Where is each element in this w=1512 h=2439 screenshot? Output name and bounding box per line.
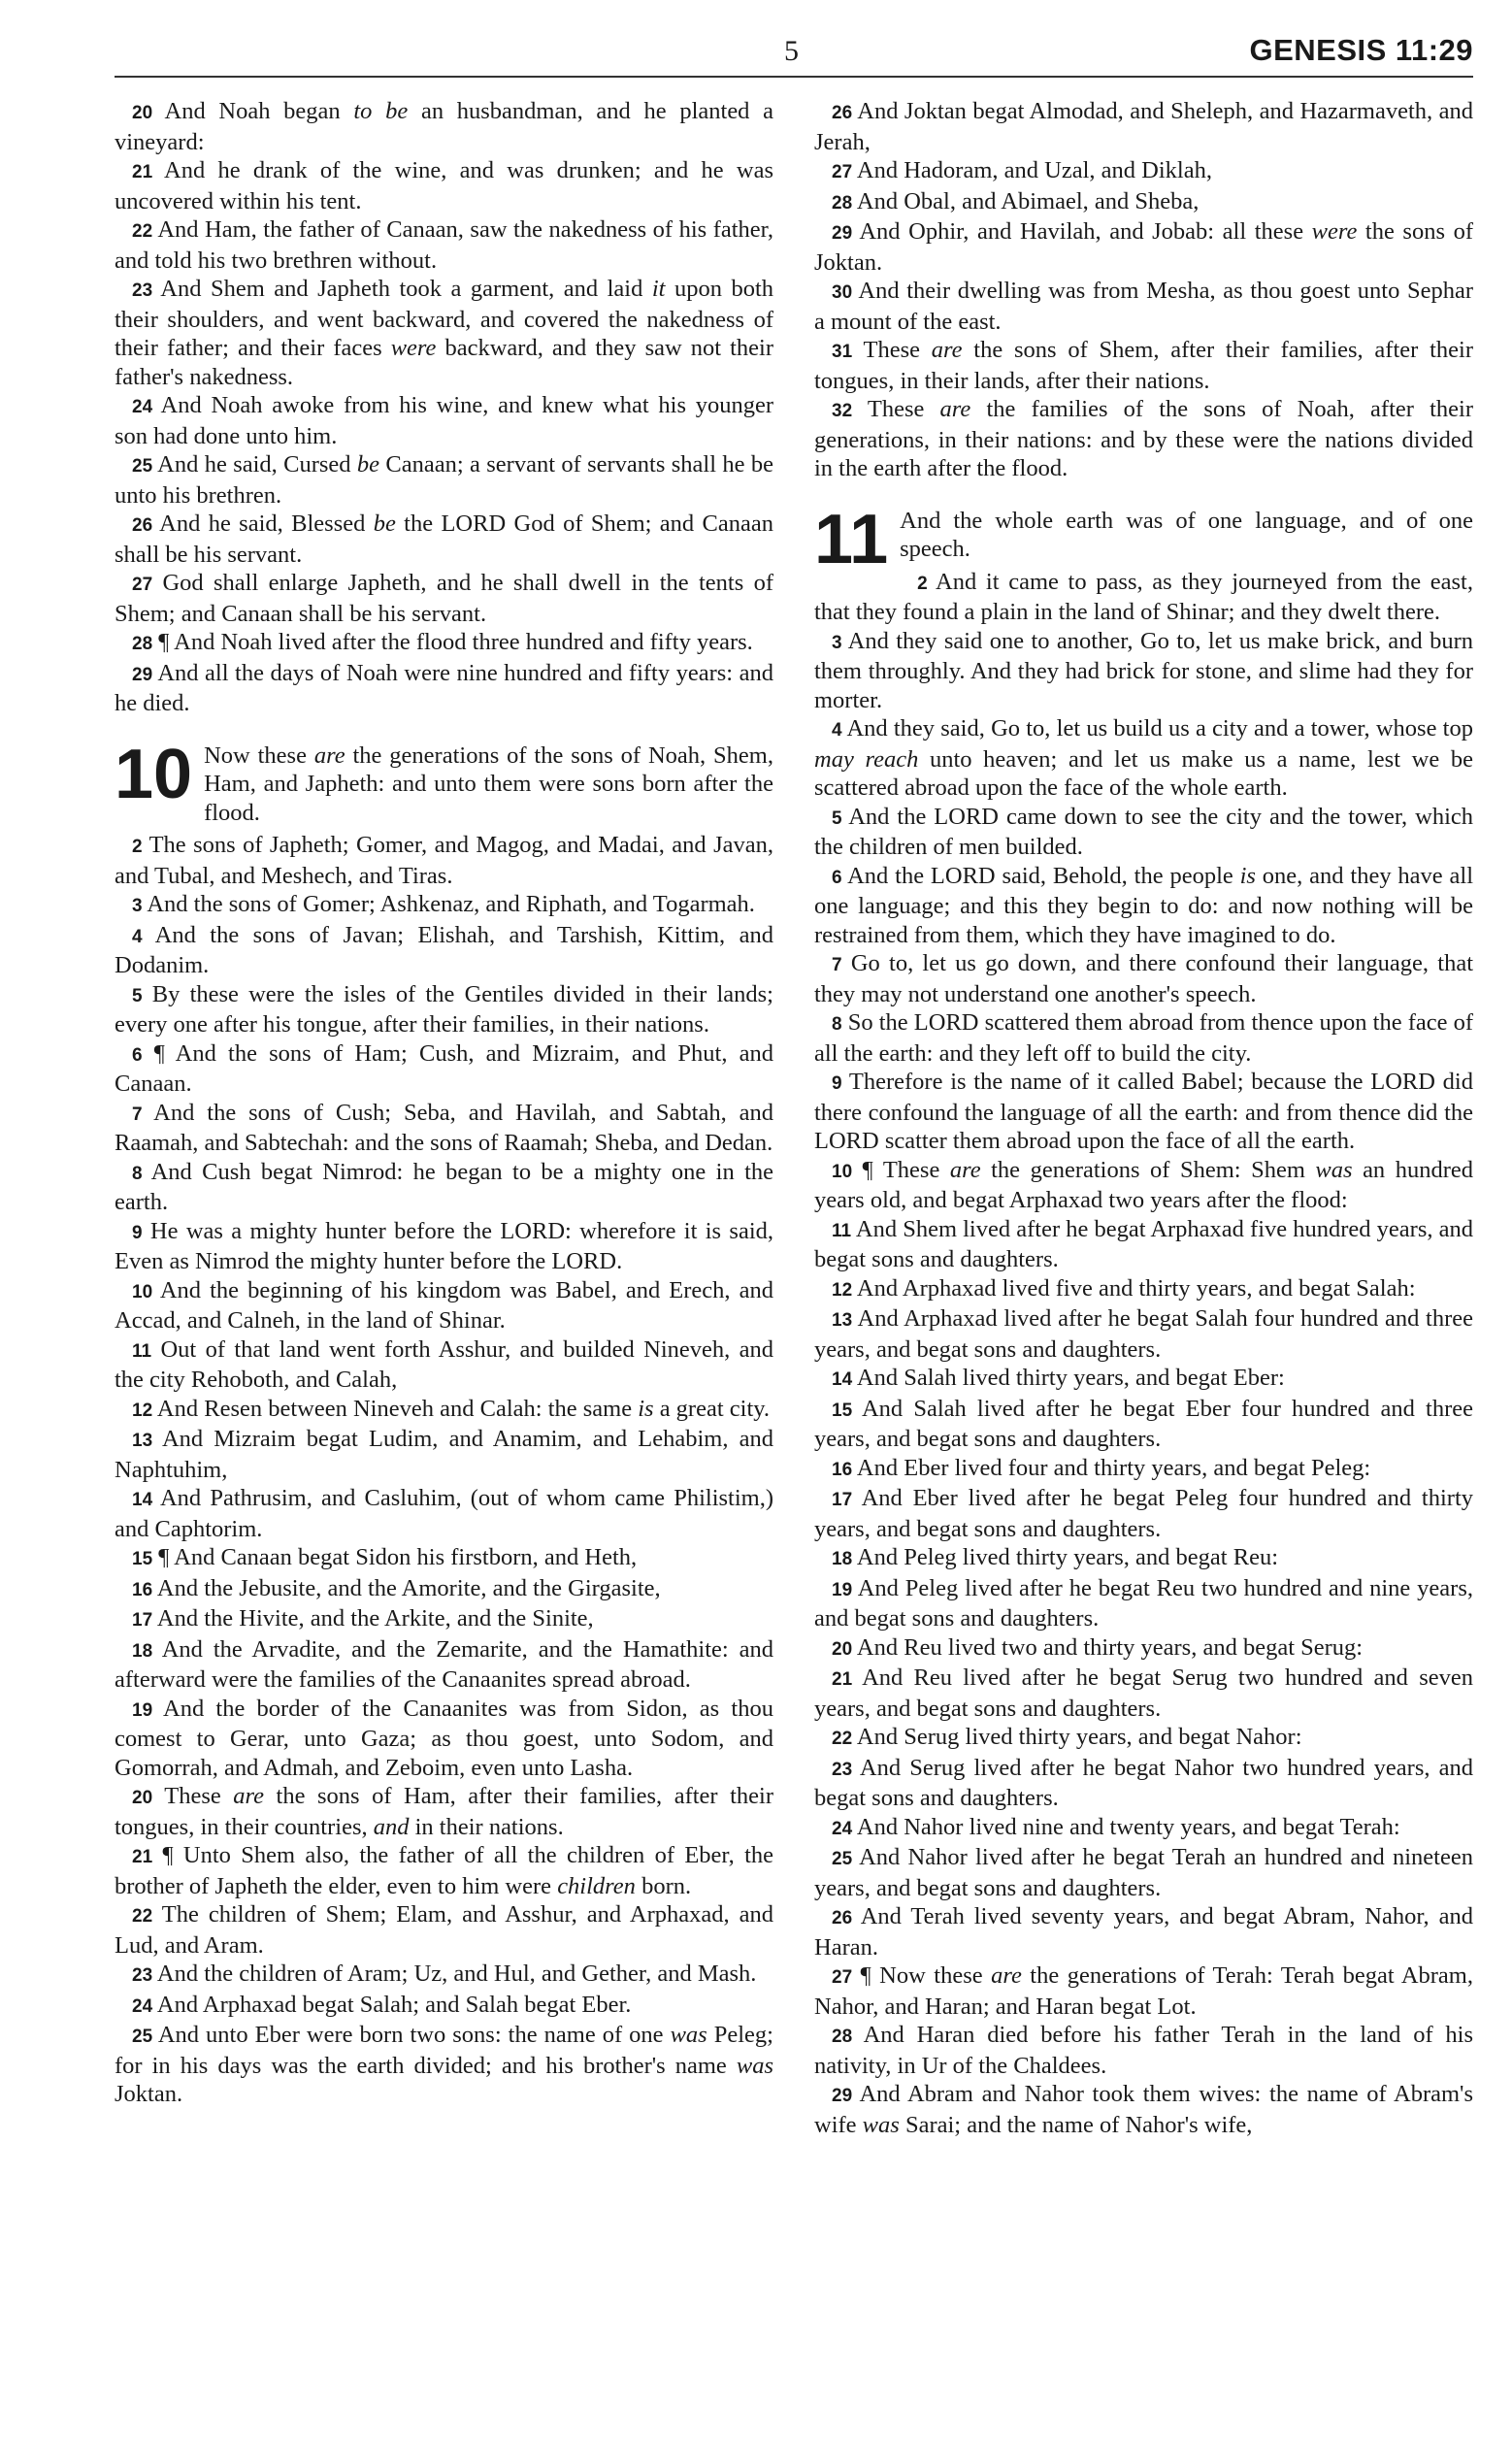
verse-text: And it came to pass, as they journeyed from the east, that they found a plain in the land of Shinar; and they dwelt there. — [814, 568, 1473, 625]
verse-text: the generations of Terah: Terah begat Abram, Nahor, and Haran; and Haran begat Lot. — [814, 1962, 1473, 2020]
verse — [115, 1574, 773, 1605]
verse — [814, 1902, 1473, 1961]
verse — [814, 1664, 1473, 1723]
verse — [115, 1960, 773, 1991]
header-rule — [115, 76, 1473, 78]
verse-text: And Pathrusim, and Casluhim, (out of whom came Philistim,) and Caphtorim. — [115, 1485, 773, 1542]
verse-text: By these were the isles of the Gentiles divided in their lands; every one after his tongue, after their families, in their nations. — [115, 980, 773, 1038]
verse — [814, 803, 1473, 862]
verse-number: 11 — [132, 1340, 152, 1362]
italic-supplied-word: are — [949, 1156, 981, 1183]
verse — [115, 1695, 773, 1783]
verse — [814, 1754, 1473, 1813]
verse-number: 25 — [832, 1849, 853, 1869]
verse-text: And Arphaxad lived after he begat Salah four hundred and three years, and begat sons and daughters. — [814, 1305, 1473, 1363]
italic-supplied-word: may reach — [814, 745, 919, 773]
verse — [115, 921, 773, 980]
verse-text: the generations of Shem: Shem — [980, 1156, 1316, 1183]
italic-supplied-word: is — [1239, 862, 1256, 889]
verse-text: And Terah lived seventy years, and begat Abram, Nahor, and Haran. — [814, 1903, 1473, 1961]
verse-text: And the LORD said, Behold, the people — [847, 862, 1240, 889]
italic-supplied-word: are — [313, 742, 345, 769]
verse — [115, 156, 773, 215]
verse-number: 21 — [832, 1669, 853, 1690]
verse-number: 17 — [132, 1610, 153, 1631]
verse — [814, 187, 1473, 218]
verse-number: 7 — [132, 1104, 143, 1125]
verse-text: the LORD God of Shem; and Canaan shall be his servant. — [115, 511, 773, 568]
verse-number: 23 — [832, 1759, 853, 1780]
verse — [814, 1156, 1473, 1215]
verse — [115, 510, 773, 569]
verse-text: ¶ And the sons of Ham; Cush, and Mizraim, and Phut, and Canaan. — [115, 1039, 774, 1097]
verse-number: 25 — [132, 456, 153, 477]
verse-number: 18 — [832, 1549, 853, 1569]
verse-number: 26 — [132, 515, 153, 536]
verse-text: And Shem lived after he begat Arphaxad five hundred years, and begat sons and daughters. — [814, 1215, 1473, 1272]
verse-text: And their dwelling was from Mesha, as thou goest unto Sephar a mount of the east. — [814, 278, 1473, 335]
italic-supplied-word: was — [862, 2111, 900, 2138]
verse-number: 4 — [132, 926, 143, 947]
verse — [115, 391, 773, 450]
italic-supplied-word: were — [1311, 218, 1358, 245]
verse — [814, 2021, 1473, 2080]
verse — [115, 1484, 773, 1543]
chapter-number: 11 — [814, 500, 889, 578]
chapter-opening-verse — [814, 507, 1473, 564]
verse — [814, 1068, 1473, 1156]
verse-text: Out of that land went forth Asshur, and builded Nineveh, and the city Rehoboth, and Calah, — [115, 1335, 774, 1393]
verse — [814, 1215, 1473, 1274]
italic-supplied-word: is — [638, 1395, 654, 1422]
verse-number: 22 — [132, 1906, 153, 1927]
verse — [814, 568, 1473, 627]
italic-supplied-word: are — [931, 337, 963, 363]
verse-number: 32 — [832, 401, 853, 421]
italic-supplied-word: be — [356, 451, 380, 478]
verse-text: ¶ And Noah lived after the flood three hundred and fifty years. — [158, 629, 753, 655]
italic-supplied-word: are — [991, 1962, 1022, 1989]
verse-text: And Peleg lived thirty years, and begat Reu: — [856, 1544, 1279, 1570]
verse-text: God shall enlarge Japheth, and he shall dwell in the tents of Shem; and Canaan shall be his servant. — [115, 570, 773, 627]
verse-number: 12 — [832, 1279, 853, 1301]
italic-supplied-word: were — [390, 335, 437, 361]
verse-text: in their nations. — [409, 1813, 564, 1840]
verse-number: 2 — [132, 837, 143, 857]
verse-text: ¶ And Canaan begat Sidon his firstborn, and Heth, — [158, 1544, 638, 1570]
verse-number: 13 — [132, 1431, 153, 1451]
verse-number: 20 — [132, 1788, 153, 1808]
verse — [115, 1900, 773, 1960]
left-column — [115, 97, 773, 2139]
verse-text: one, and they have all one language; and this they begin to do: and now nothing will be restrained from them, which they have imagined to do. — [814, 862, 1474, 948]
verse-text: These — [867, 396, 940, 422]
verse-number: 14 — [832, 1369, 853, 1390]
verse-text: And the Hivite, and the Arkite, and the Sinite, — [156, 1605, 594, 1631]
verse-text: And Serug lived thirty years, and begat Nahor: — [856, 1724, 1302, 1750]
verse — [115, 1991, 773, 2022]
verse-text: And Serug lived after he begat Nahor two hundred years, and begat sons and daughters. — [814, 1754, 1473, 1811]
verse — [814, 949, 1473, 1008]
verse-text: ¶ These — [862, 1156, 950, 1183]
verse-text: the generations of the sons of Noah, Shem, Ham, and Japheth: and unto them were sons born after the flood. — [204, 742, 773, 826]
verse-text: a great city. — [653, 1395, 771, 1422]
verse — [115, 1039, 773, 1099]
verse-number: 13 — [832, 1310, 853, 1331]
verse-number: 3 — [832, 632, 842, 653]
verse-text: And the LORD came down to see the city and the tower, which the children of men builded. — [814, 803, 1474, 860]
verse-number: 28 — [832, 192, 853, 214]
verse — [115, 1604, 773, 1635]
verse-text: born. — [635, 1872, 692, 1899]
verse-text: And Joktan begat Almodad, and Sheleph, and Hazarmaveth, and Jerah, — [814, 98, 1473, 155]
verse-number: 21 — [132, 162, 153, 182]
verse-text: And Haran died before his father Terah in the land of his nativity, in Ur of the Chaldees. — [814, 2022, 1473, 2079]
verse-text: And Ophir, and Havilah, and Jobab: all these — [859, 218, 1312, 245]
verse-number: 24 — [132, 1995, 153, 2017]
verse-text: So the LORD scattered them abroad from thence upon the face of all the earth: and they left off to build the city. — [814, 1009, 1474, 1067]
verse — [814, 1813, 1473, 1844]
verse-text: These — [164, 1783, 234, 1809]
verse-number: 24 — [832, 1818, 853, 1839]
verse-number: 15 — [832, 1400, 853, 1421]
verse-number: 29 — [832, 2086, 853, 2106]
verse — [115, 1335, 773, 1395]
verse — [115, 215, 773, 275]
verse-number: 19 — [832, 1579, 853, 1600]
verse-number: 20 — [832, 1638, 853, 1660]
verse-number: 23 — [132, 1965, 153, 1986]
verse-text: ¶ Now these — [860, 1962, 992, 1989]
verse — [814, 2080, 1473, 2139]
verse-text: And they said, Go to, let us build us a city and a tower, whose top — [846, 715, 1473, 742]
verse — [115, 569, 773, 628]
verse-number: 27 — [132, 575, 153, 595]
verse-text: backward, and they saw not their father's nakedness. — [115, 335, 773, 390]
verse-text: the sons of Shem, after their families, after their tongues, in their lands, after their nations. — [814, 337, 1473, 394]
verse-text: He was a mighty hunter before the LORD: wherefore it is said, Even as Nimrod the mighty hunter before the LORD. — [115, 1217, 774, 1274]
verse-text: And Noah awoke from his wine, and knew what his younger son had done unto him. — [115, 392, 773, 449]
verse-text: And Ham, the father of Canaan, saw the nakedness of his father, and told his two brethren without. — [115, 216, 773, 274]
verse-number: 10 — [132, 1281, 153, 1302]
verse — [115, 2021, 773, 2109]
chapter-number: 10 — [115, 735, 193, 813]
italic-supplied-word: be — [373, 511, 396, 537]
verse — [814, 1274, 1473, 1305]
verse-number: 23 — [132, 280, 153, 301]
verse-text: And the beginning of his kingdom was Babel, and Erech, and Accad, and Calneh, in the land of Shinar. — [115, 1276, 773, 1334]
verse — [814, 1574, 1473, 1633]
verse-text: And all the days of Noah were nine hundred and fifty years: and he died. — [115, 659, 773, 716]
verse-number: 22 — [832, 1729, 853, 1749]
verse — [115, 831, 773, 890]
verse-text: And Arphaxad begat Salah; and Salah begat Eber. — [156, 1991, 632, 2018]
verse-text: And Cush begat Nimrod: he began to be a mighty one in the earth. — [115, 1158, 773, 1215]
verse-text: And Nahor lived nine and twenty years, and begat Terah: — [856, 1813, 1400, 1840]
verse-number: 5 — [132, 985, 143, 1006]
verse — [115, 1782, 773, 1841]
chapter-block — [814, 500, 1473, 578]
verse — [115, 1158, 773, 1217]
verse — [115, 97, 773, 156]
italic-supplied-word: and — [373, 1813, 410, 1840]
verse-number: 9 — [832, 1073, 842, 1094]
verse — [814, 627, 1473, 715]
verse-number: 7 — [832, 955, 842, 975]
verse-text: And Salah lived thirty years, and begat Eber: — [856, 1365, 1285, 1391]
verse-number: 14 — [132, 1490, 153, 1510]
verse — [814, 1395, 1473, 1454]
verse — [814, 1723, 1473, 1754]
verse-text: the families of the sons of Noah, after their generations, in their nations: and by these were the nations divided in the earth after the flood. — [814, 396, 1473, 481]
verse-number: 6 — [132, 1044, 143, 1066]
verse-number: 26 — [832, 103, 853, 123]
chapter-opening-verse — [115, 735, 773, 828]
verse-number: 27 — [832, 162, 853, 182]
verse-number: 4 — [832, 720, 842, 741]
verse — [814, 156, 1473, 187]
verse-text: And Abram and Nahor took them wives: the name of Abram's wife — [814, 2081, 1473, 2138]
verse-number: 10 — [832, 1161, 853, 1182]
verse-text: And the whole earth was of one language, and of one speech. — [900, 507, 1473, 562]
verse-text: And Arphaxad lived five and thirty years, and begat Salah: — [856, 1274, 1416, 1302]
verse-number: 22 — [132, 221, 153, 242]
verse-text: an hundred years old, and begat Arphaxad two years after the flood: — [814, 1156, 1473, 1213]
verse — [814, 1008, 1473, 1068]
verse — [115, 1276, 773, 1335]
verse-number: 12 — [132, 1400, 153, 1421]
verse-text: And he drank of the wine, and was drunken; and he was uncovered within his tent. — [115, 157, 773, 214]
verse-text: Now these — [204, 742, 314, 769]
verse-text: And unto Eber were born two sons: the name of one — [157, 2022, 671, 2048]
verse — [814, 97, 1473, 156]
verse-text: And they said one to another, Go to, let us make brick, and burn them throughly. And they had brick for stone, and slime had they for morter. — [814, 627, 1473, 713]
verse-text: And Peleg lived after he begat Reu two hundred and nine years, and begat sons and daughters. — [814, 1574, 1473, 1631]
verse — [814, 217, 1473, 277]
verse-number: 5 — [832, 808, 842, 829]
verse-text: And the children of Aram; Uz, and Hul, and Gether, and Mash. — [156, 1961, 757, 1987]
verse — [115, 450, 773, 510]
verse-text: Joktan. — [115, 2081, 183, 2107]
verse — [814, 714, 1473, 803]
verse-number: 18 — [132, 1640, 153, 1662]
verse-text: Sarai; and the name of Nahor's wife, — [899, 2111, 1253, 2138]
verse — [115, 1099, 773, 1158]
verse — [814, 277, 1473, 336]
verse — [814, 1364, 1473, 1395]
verse-text: These — [863, 337, 932, 363]
verse-number: 20 — [132, 103, 153, 123]
page-number: 5 — [784, 35, 799, 67]
verse — [814, 1484, 1473, 1543]
verse-text: And the sons of Gomer; Ashkenaz, and Riphath, and Togarmah. — [147, 891, 755, 917]
verse — [814, 1304, 1473, 1364]
verse-text: the sons of Joktan. — [814, 218, 1473, 276]
verse-text: The sons of Japheth; Gomer, and Magog, and Madai, and Javan, and Tubal, and Meshech, and Tiras. — [115, 832, 773, 889]
verse-number: 8 — [132, 1163, 143, 1184]
verse-text: And Obal, and Abimael, and Sheba, — [856, 187, 1200, 214]
italic-supplied-word: children — [557, 1872, 636, 1899]
verse-text: And Resen between Nineveh and Calah: the same — [156, 1395, 639, 1422]
verse-number: 21 — [132, 1847, 153, 1867]
verse-number: 2 — [917, 573, 928, 594]
verse — [115, 275, 773, 391]
verse-text: And Eber lived after he begat Peleg four hundred and thirty years, and begat sons and daughters. — [814, 1485, 1474, 1542]
verse — [814, 1961, 1473, 2021]
verse-text: And Salah lived after he begat Eber four hundred and three years, and begat sons and daughters. — [814, 1395, 1473, 1452]
verse-number: 24 — [132, 397, 153, 417]
verse-text: And he said, Cursed — [157, 451, 357, 478]
italic-supplied-word: it — [651, 276, 666, 302]
verse-number: 8 — [832, 1014, 842, 1035]
verse-text: And the Arvadite, and the Zemarite, and the Hamathite: and afterward were the families of the Canaanites spread abroad. — [115, 1635, 773, 1693]
verse-text: Go to, let us go down, and there confound their language, that they may not understand one another's speech. — [814, 950, 1474, 1007]
verse — [115, 1395, 773, 1426]
verse-text: And the Jebusite, and the Amorite, and the Girgasite, — [156, 1574, 661, 1601]
verse-number: 6 — [832, 867, 842, 888]
verse — [814, 1843, 1473, 1902]
verse-text: Canaan; a servant of servants shall he be unto his brethren. — [115, 451, 773, 509]
verse-number: 16 — [832, 1459, 853, 1480]
verse-number: 11 — [832, 1220, 852, 1241]
verse-text: Peleg; for in his days was the earth divided; and his brother's name — [115, 2022, 773, 2079]
verse-text: an husbandman, and he planted a vineyard: — [115, 98, 774, 155]
verse — [115, 1635, 773, 1695]
verse-number: 26 — [832, 1908, 853, 1928]
verse-text: Therefore is the name of it called Babel; because the LORD did there confound the language of all the earth: and from thence did the LORD scatter them abroad upon the face of all the earth. — [814, 1069, 1473, 1154]
verse — [115, 659, 773, 718]
verse — [115, 890, 773, 921]
verse-number: 29 — [132, 664, 153, 685]
verse-text: And Hadoram, and Uzal, and Diklah, — [856, 157, 1212, 183]
verse — [115, 628, 773, 659]
right-column — [814, 97, 1473, 2139]
verse-number: 27 — [832, 1967, 853, 1988]
verse-text: unto heaven; and let us make us a name, lest we be scattered abroad upon the face of the whole earth. — [814, 745, 1473, 801]
verse — [814, 1633, 1473, 1664]
italic-supplied-word: was — [1315, 1156, 1353, 1183]
verse — [814, 336, 1473, 395]
verse-number: 29 — [832, 223, 853, 244]
verse-text: And Eber lived four and thirty years, and begat Peleg: — [856, 1454, 1371, 1481]
verse-text: The children of Shem; Elam, and Asshur, and Arphaxad, and Lud, and Aram. — [115, 1901, 774, 1959]
verse — [814, 1454, 1473, 1485]
running-head: GENESIS 11:29 — [1249, 33, 1473, 67]
verse-number: 28 — [832, 2027, 853, 2047]
italic-supplied-word: are — [939, 396, 971, 422]
verse — [814, 862, 1473, 950]
verse-text: And Mizraim begat Ludim, and Anamim, and Lehabim, and Naphtuhim, — [115, 1426, 773, 1483]
verse-text: upon both their shoulders, and went backward, and covered the nakedness of their father; and their faces — [115, 276, 774, 361]
verse-number: 16 — [132, 1579, 153, 1600]
verse-text: And the sons of Javan; Elishah, and Tarshish, Kittim, and Dodanim. — [115, 921, 773, 978]
verse-text: the sons of Ham, after their families, after their tongues, in their countries, — [115, 1783, 773, 1840]
verse-text: And Reu lived after he begat Serug two hundred and seven years, and begat sons and daughters. — [814, 1664, 1473, 1722]
verse-number: 31 — [832, 342, 853, 362]
verse-text: And Reu lived two and thirty years, and begat Serug: — [856, 1633, 1364, 1661]
verse — [115, 1425, 773, 1484]
verse-text: And Shem and Japheth took a garment, and laid — [160, 276, 652, 302]
verse-number: 30 — [832, 282, 853, 303]
italic-supplied-word: was — [736, 2052, 773, 2079]
verse — [814, 395, 1473, 483]
italic-supplied-word: to be — [353, 98, 409, 124]
italic-supplied-word: are — [233, 1783, 265, 1809]
verse-text: And he said, Blessed — [159, 511, 374, 537]
verse-number: 3 — [132, 896, 143, 916]
verse-text: ¶ Unto Shem also, the father of all the children of Eber, the brother of Japheth the elder, even to him were — [115, 1842, 773, 1899]
verse-text: And the sons of Cush; Seba, and Havilah, and Sabtah, and Raamah, and Sabtechah: and the sons of Raamah; Sheba, and Dedan. — [115, 1099, 773, 1156]
verse — [115, 980, 773, 1039]
verse-number: 15 — [132, 1549, 153, 1569]
verse-number: 19 — [132, 1699, 153, 1721]
page-header — [115, 29, 1473, 74]
verse-number: 17 — [832, 1490, 853, 1510]
text-columns — [115, 97, 1473, 2139]
verse — [814, 1543, 1473, 1574]
verse-text: And the border of the Canaanites was from Sidon, as thou comest to Gerar, unto Gaza; as thou goest, unto Sodom, and Gomorrah, and Admah, and Zeboim, even unto Lasha. — [115, 1695, 773, 1781]
italic-supplied-word: was — [670, 2022, 707, 2048]
verse — [115, 1543, 773, 1574]
verse — [115, 1217, 773, 1276]
verse-number: 28 — [132, 634, 153, 654]
verse-number: 9 — [132, 1222, 143, 1243]
verse-text: And Nahor lived after he begat Terah an hundred and nineteen years, and begat sons and daughters. — [814, 1844, 1473, 1901]
chapter-block — [115, 735, 773, 828]
verse-text: And Noah began — [164, 98, 354, 124]
verse — [115, 1841, 773, 1900]
verse-number: 25 — [132, 2027, 153, 2047]
